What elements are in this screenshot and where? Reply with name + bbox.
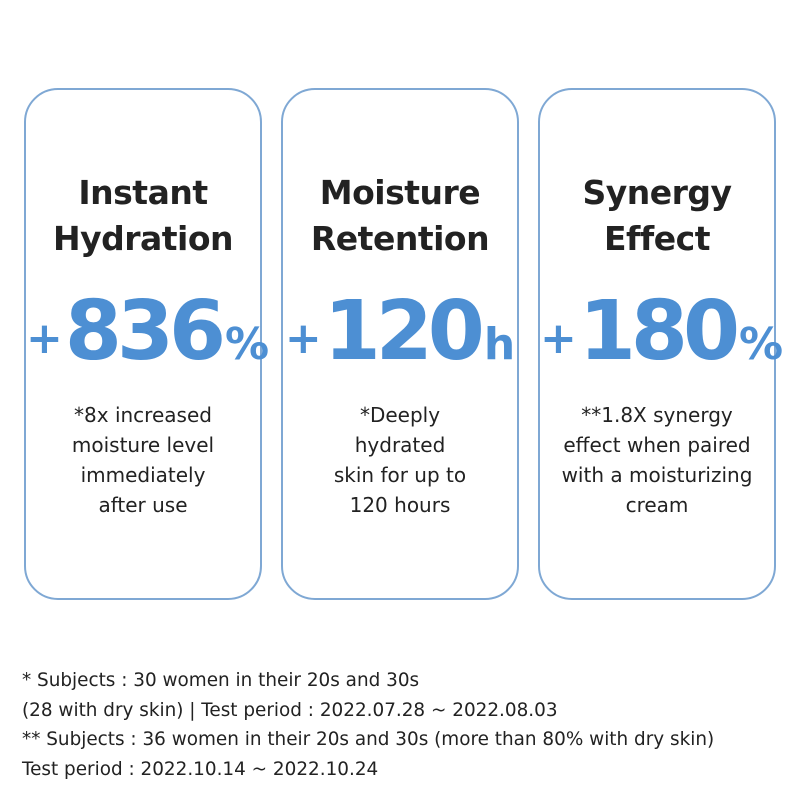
card-title-line: Instant — [78, 173, 208, 212]
card-note — [301, 400, 499, 520]
card-instant-hydration — [24, 88, 270, 600]
card-title-line: Synergy — [582, 173, 732, 212]
stat-sign: + — [26, 313, 63, 364]
card-moisture-retention — [281, 88, 519, 600]
footnote-line: * Subjects : 30 women in their 20s and 30s — [22, 670, 420, 691]
card-note — [44, 400, 242, 520]
card-synergy-effect — [538, 88, 784, 600]
stat-value: 180 — [578, 284, 736, 379]
card-note — [558, 400, 756, 520]
card-note-line: **1.8X synergy — [581, 403, 733, 427]
card-note-line: 120 hours — [349, 493, 451, 517]
card-note-line: skin for up to — [333, 463, 467, 487]
card-title-line: Hydration — [52, 219, 234, 258]
card-note-line: hydrated — [354, 433, 446, 457]
card-stat — [540, 284, 784, 400]
card-title-line: Retention — [310, 219, 490, 258]
stat-sign: + — [284, 313, 322, 364]
footnote-line: ** Subjects : 36 women in their 20s and 30s (more than 80% with dry skin) — [22, 729, 715, 750]
card-note-line: after use — [98, 493, 188, 517]
card-title-line: Effect — [604, 219, 710, 258]
card-note-line: with a moisturizing — [561, 463, 753, 487]
stat-unit: % — [225, 319, 270, 370]
card-title — [26, 170, 260, 262]
card-note-line: immediately — [80, 463, 206, 487]
card-title — [283, 170, 517, 262]
footnote-line: (28 with dry skin) | Test period : 2022.07.28 ~ 2022.08.03 — [22, 699, 558, 721]
footnote-line: Test period : 2022.10.14 ~ 2022.10.24 — [22, 758, 379, 780]
stat-unit: h — [483, 319, 516, 370]
stat-unit: % — [739, 319, 784, 370]
card-stat — [26, 284, 270, 400]
card-note-line: moisture level — [71, 433, 215, 457]
stat-value: 836 — [64, 284, 222, 379]
card-stat — [283, 286, 517, 400]
test-footnotes — [22, 666, 792, 784]
card-note-line: effect when paired — [563, 433, 751, 457]
card-note-line: *Deeply — [359, 403, 441, 427]
card-title — [540, 170, 774, 262]
card-note-line: cream — [625, 493, 689, 517]
stat-sign: + — [540, 313, 577, 364]
card-title-line: Moisture — [319, 173, 481, 212]
stat-value: 120 — [323, 284, 480, 379]
card-note-line: *8x increased — [74, 403, 212, 427]
